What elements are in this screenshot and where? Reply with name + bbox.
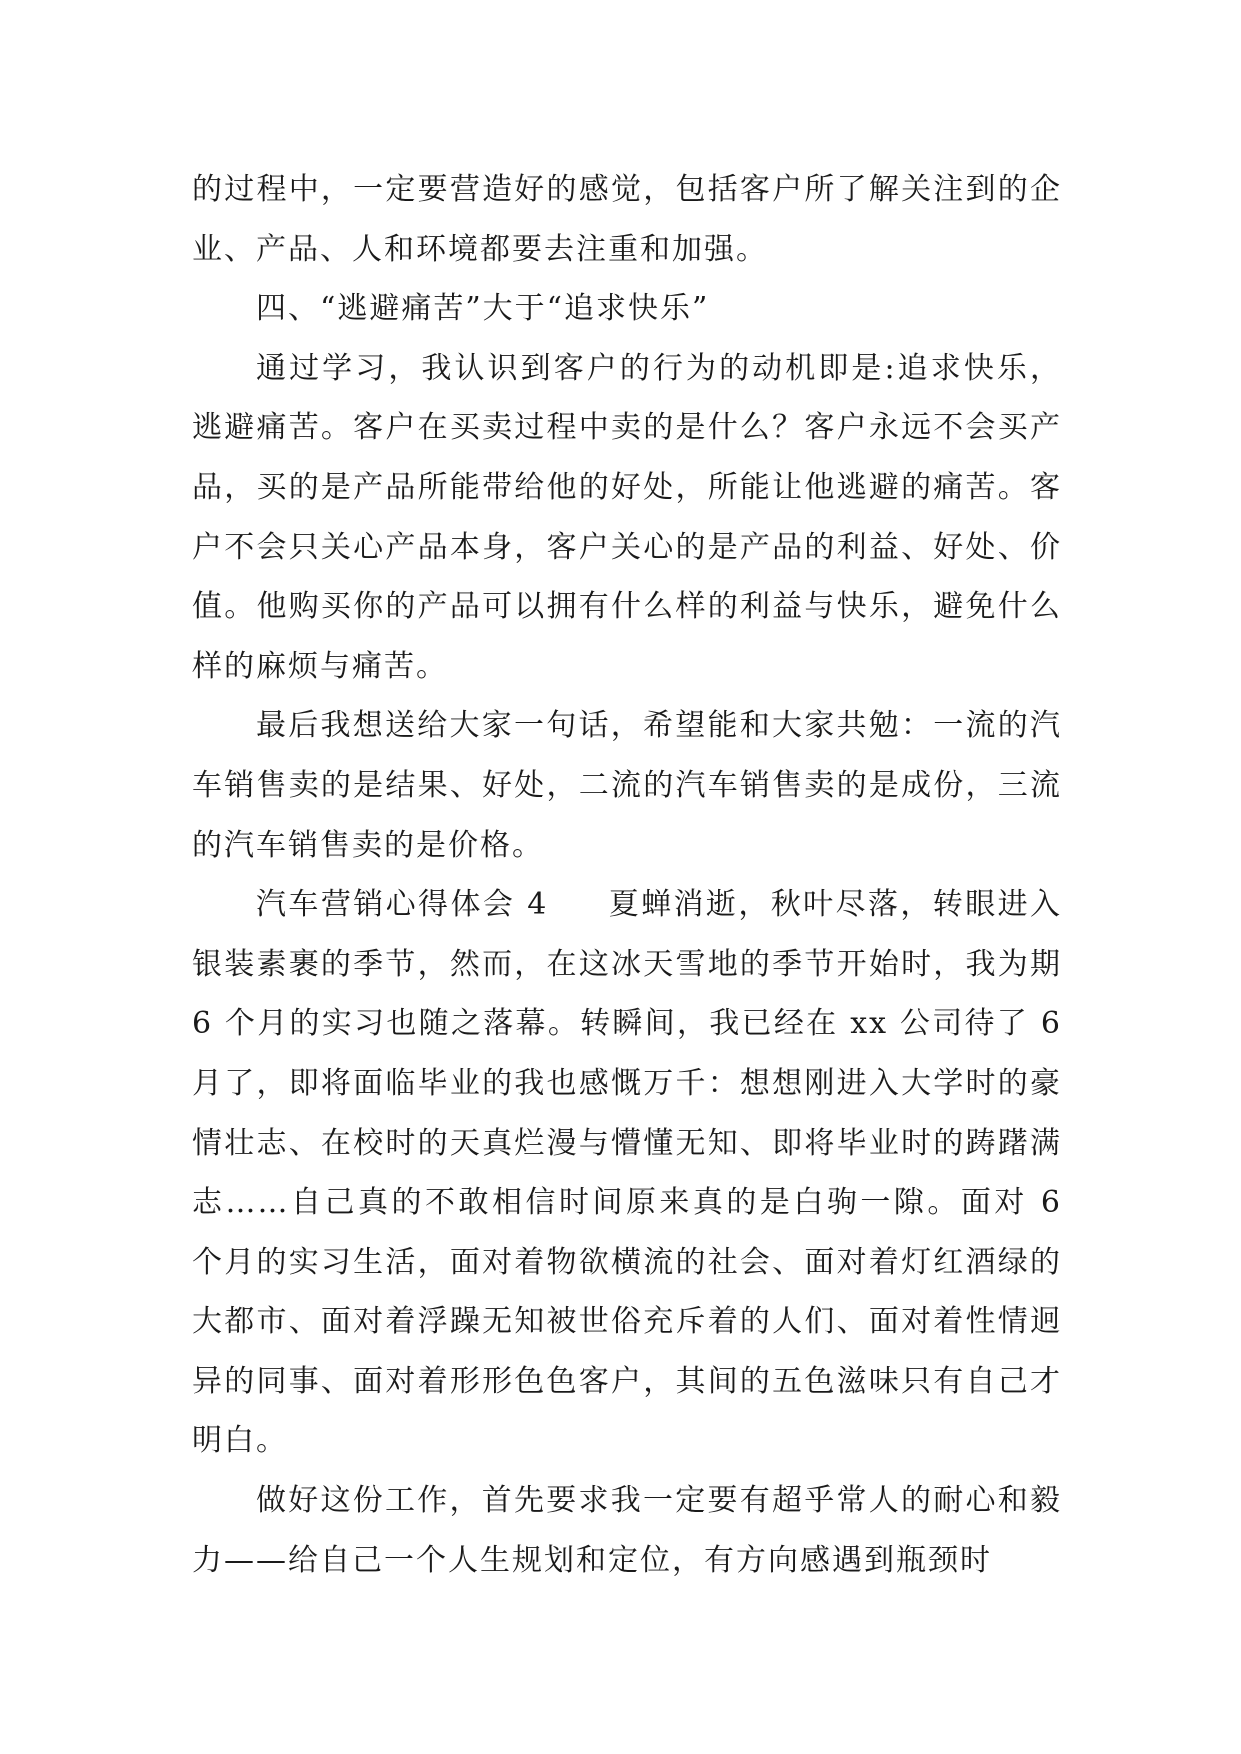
essay-title: 汽车营销心得体会 4 xyxy=(256,887,549,923)
paragraph-work: 做好这份工作，首先要求我一定要有超乎常人的耐心和毅力——给自己一个人生规划和定位，有方向感遇到瓶颈时 xyxy=(192,1483,1062,1578)
paragraph-essay-4 xyxy=(192,875,1062,1471)
essay-body: 夏蝉消逝，秋叶尽落，转眼进入银装素裹的季节，然而，在这冰天雪地的季节开始时，我为期 6 个月的实习也随之落幕。转瞬间，我已经在 xx 公司待了 6 月了，即将面临毕业的我也感慨万千：想想刚进入大学时的豪情壮志、在校时的天真烂漫与懵懂无知、即将毕业时的踌躇满志……自己真的不敢相信时间原来真的是白驹一隙。面对 6 个月的实习生活，面对着物欲横流的社会、面对着灯红酒绿的大都市、面对着浮躁无知被世俗充斥着的人们、面对着性情迥异的同事、面对着形形色色客户，其间的五色滋味只有自己才明白。 xyxy=(192,887,1063,1459)
paragraph-continuation: 的过程中，一定要营造好的感觉，包括客户所了解关注到的企业、产品、人和环境都要去注重和加强。 xyxy=(192,172,1062,267)
paragraph-closing: 最后我想送给大家一句话，希望能和大家共勉：一流的汽车销售卖的是结果、好处，二流的汽车销售卖的是成份，三流的汽车销售卖的是价格。 xyxy=(192,708,1062,863)
section-heading: 四、“逃避痛苦”大于“追求快乐” xyxy=(256,291,710,327)
paragraph-motivation: 通过学习，我认识到客户的行为的动机即是:追求快乐，逃避痛苦。客户在买卖过程中卖的是什么？客户永远不会买产品，买的是产品所能带给他的好处，所能让他逃避的痛苦。客户不会只关心产品本身，客户关心的是产品的利益、好处、价值。他购买你的产品可以拥有什么样的利益与快乐，避免什么样的麻烦与痛苦。 xyxy=(192,350,1062,684)
document-body xyxy=(192,160,1062,1590)
